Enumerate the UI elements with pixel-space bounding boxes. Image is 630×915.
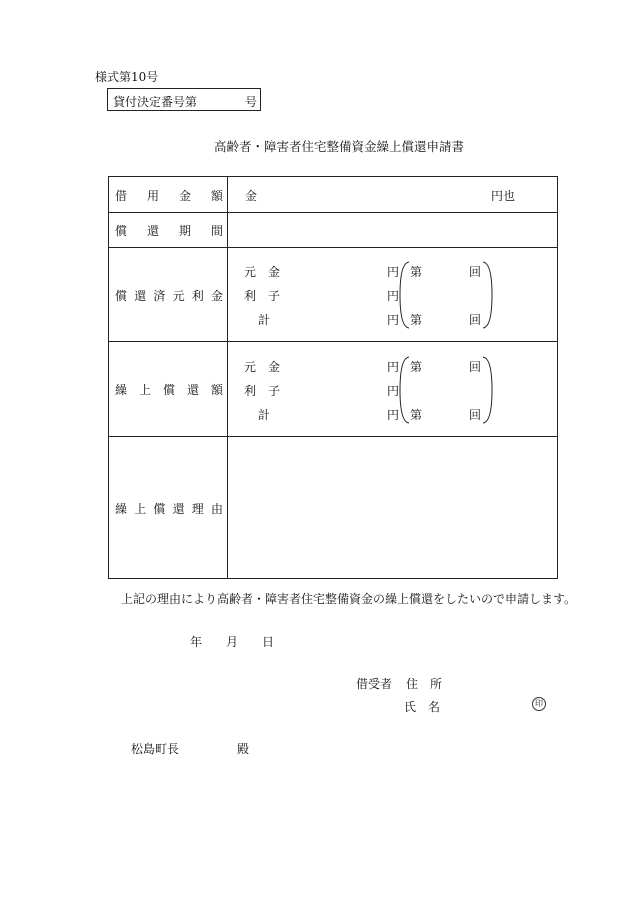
early-sum-count-suffix: 回 [469, 408, 482, 422]
repaid-sum-count-prefix: 第 [410, 313, 423, 327]
early-sum-yen: 円 [387, 408, 400, 422]
application-table [108, 176, 558, 579]
repaid-principal-count-prefix: 第 [410, 265, 423, 279]
date-day-label: 日 [262, 635, 275, 649]
decision-number-suffix: 号 [245, 95, 258, 109]
addressee-name: 松島町長 [131, 742, 180, 756]
early-sum-label: 計 [258, 408, 271, 422]
repaid-sum-count-suffix: 回 [469, 313, 482, 327]
date-month-label: 月 [226, 635, 239, 649]
repaid-principal-label: 元 金 [244, 265, 281, 279]
declaration-text: 上記の理由により高齢者・障害者住宅整備資金の繰上償還をしたいので申請します。 [121, 592, 577, 606]
repaid-total-label: 償 還 済 元 利 金 [115, 289, 223, 303]
repaid-interest-yen: 円 [387, 289, 400, 303]
early-interest-label: 利 子 [244, 384, 281, 398]
left-bracket-icon [399, 356, 411, 424]
repaid-principal-count-suffix: 回 [469, 265, 482, 279]
date-year-label: 年 [190, 635, 203, 649]
left-bracket-icon [399, 261, 411, 329]
loan-amount-suffix: 円也 [491, 189, 516, 203]
addressee-suffix: 殿 [237, 742, 250, 756]
right-bracket-icon [481, 261, 493, 329]
form-number: 様式第10号 [95, 70, 159, 84]
loan-amount-prefix: 金 [245, 189, 258, 203]
address-label: 住 所 [406, 677, 443, 691]
repaid-sum-yen: 円 [387, 313, 400, 327]
borrower-label: 借受者 [356, 677, 393, 691]
loan-amount-label: 借 用 金 額 [115, 189, 223, 203]
early-principal-count-suffix: 回 [469, 360, 482, 374]
seal-icon: 印 [532, 697, 546, 711]
document-title: 高齢者・障害者住宅整備資金繰上償還申請書 [214, 139, 465, 154]
name-label: 氏 名 [404, 700, 441, 714]
early-principal-label: 元 金 [244, 360, 281, 374]
repay-period-label: 償 還 期 間 [115, 224, 223, 238]
repaid-principal-yen: 円 [387, 265, 400, 279]
early-principal-yen: 円 [387, 360, 400, 374]
early-amount-label: 繰 上 償 還 額 [115, 383, 223, 397]
early-reason-label: 繰 上 償 還 理 由 [115, 502, 223, 516]
decision-number-label: 貸付決定番号第 [113, 95, 198, 109]
early-principal-count-prefix: 第 [410, 360, 423, 374]
repaid-interest-label: 利 子 [244, 289, 281, 303]
early-sum-count-prefix: 第 [410, 408, 423, 422]
early-interest-yen: 円 [387, 384, 400, 398]
right-bracket-icon [481, 356, 493, 424]
repaid-sum-label: 計 [258, 313, 271, 327]
